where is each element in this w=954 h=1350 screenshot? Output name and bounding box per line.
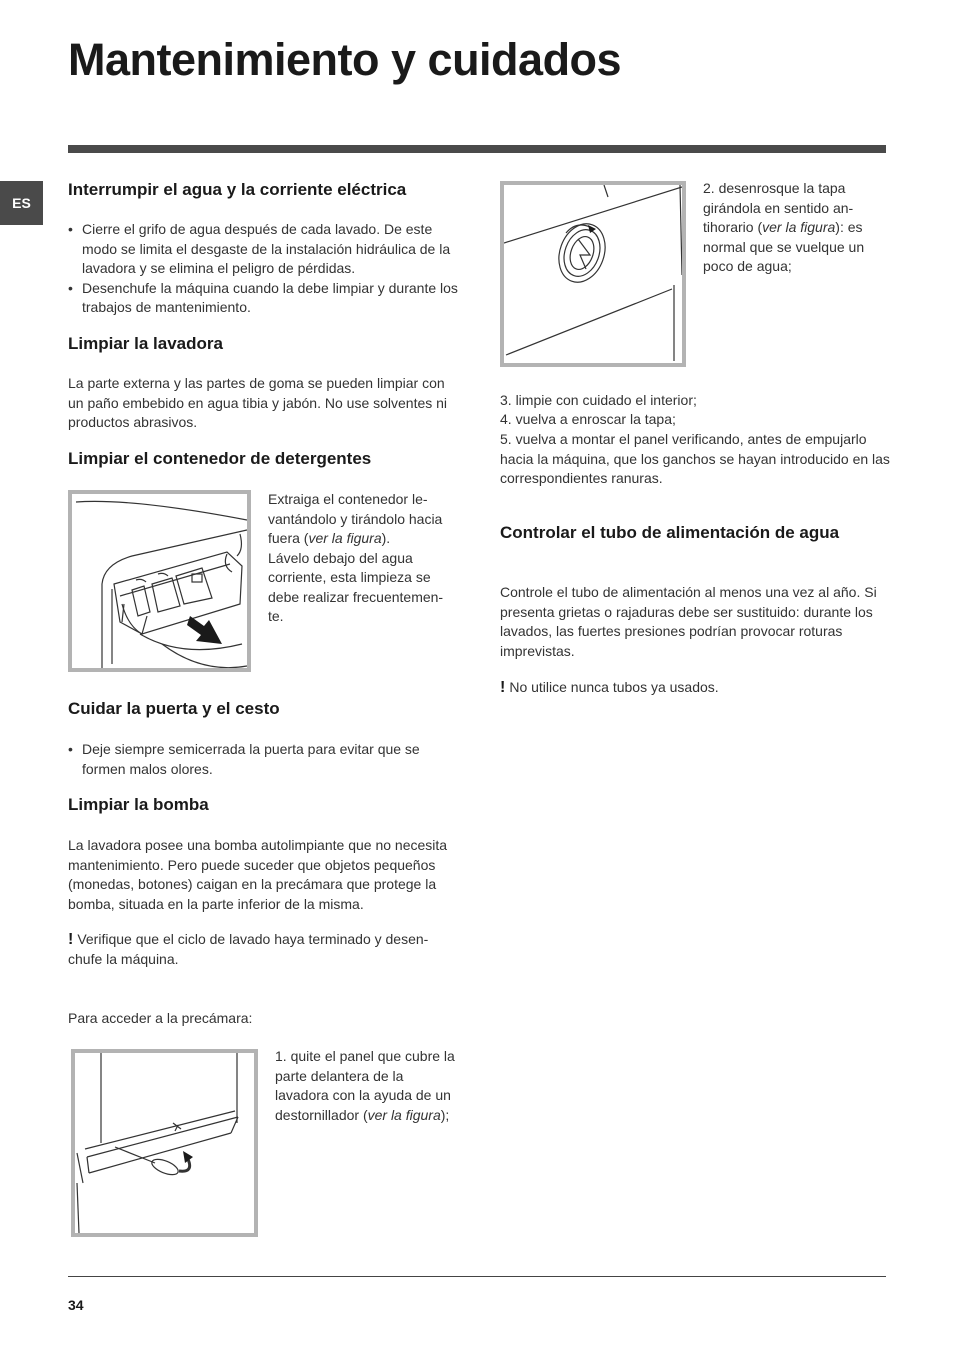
pump-cap-figure [500, 181, 686, 367]
pump-step-1: 1. quite el panel que cubre la parte delantera de la lavadora con la ayuda de un destornillador (ver la figura); [275, 1048, 455, 1123]
page-title: Mantenimiento y cuidados [68, 34, 622, 85]
footer-rule [68, 1276, 886, 1277]
water-hose-warning: ! No utilice nunca tubos ya usados. [500, 679, 719, 696]
precamera-access-text: Para acceder a la precámara: [68, 1010, 253, 1026]
pump-step-2: 2. desenrosque la tapa girándola en sentido an-tihorario (ver la figura): es normal que se vuelque un poco de agua; [703, 180, 865, 274]
language-tab: ES [0, 181, 43, 225]
pump-cap-illustration [504, 185, 682, 363]
pump-step-3: 3. limpie con cuidado el interior; [500, 392, 697, 408]
door-bullet-list [68, 740, 458, 779]
warning-icon: ! [500, 679, 506, 696]
heading-clean-pump: Limpiar la bomba [68, 795, 209, 814]
detergent-drawer-text: Extraiga el contenedor le-vantándolo y tirándolo hacia fuera (ver la figura). Lávelo debajo del agua corriente, esta limpieza se debe realizar frecuentemen-te. [268, 491, 444, 624]
list-item: • Desenchufe la máquina cuando la debe limpiar y durante los trabajos de mantenimiento. [68, 279, 458, 318]
panel-removal-illustration [75, 1053, 254, 1233]
heading-water-hose: Controlar el tubo de alimentación de agua [500, 523, 840, 542]
clean-washer-text: La parte externa y las partes de goma se pueden limpiar con un paño embebido en agua tibia y jabón. No use solventes ni productos abrasivos. [68, 375, 448, 430]
list-item: • Deje siempre semicerrada la puerta para evitar que se formen malos olores. [68, 740, 458, 779]
detergent-drawer-illustration [72, 494, 247, 668]
list-item: • Cierre el grifo de agua después de cada lavado. De este modo se limita el desgaste de la instalación hidráulica de la lavadora y se elimina el peligro de pérdidas. [68, 220, 458, 279]
heading-detergent-drawer: Limpiar el contenedor de detergentes [68, 449, 372, 468]
heading-door-drum: Cuidar la puerta y el cesto [68, 699, 280, 718]
warning-icon: ! [68, 931, 74, 948]
detergent-drawer-figure [68, 490, 251, 672]
pump-text: La lavadora posee una bomba autolimpiante que no necesita mantenimiento. Pero puede suceder que objetos pequeños (monedas, botones) caigan en la precámara que protege la bomba, situada en la parte inferior de la misma. [68, 837, 448, 912]
heading-water-power: Interrumpir el agua y la corriente eléctrica [68, 180, 407, 199]
panel-removal-figure [71, 1049, 258, 1237]
pump-warning: ! Verifique que el ciclo de lavado haya terminado y desen-chufe la máquina. [68, 931, 429, 967]
header-rule [68, 145, 886, 153]
pump-step-4: 4. vuelva a enroscar la tapa; [500, 411, 676, 427]
water-hose-text: Controle el tubo de alimentación al menos una vez al año. Si presenta grietas o rajaduras debe ser sustituido: durante los lavados, las fuertes presiones podrían provocar roturas imprevistas. [500, 584, 877, 659]
heading-clean-washer: Limpiar la lavadora [68, 334, 223, 353]
page-number: 34 [68, 1297, 84, 1313]
water-bullet-list [68, 220, 458, 318]
pump-step-5: 5. vuelva a montar el panel verificando, antes de empujarlo hacia la máquina, que los ganchos se hayan introducido en las correspondientes ranuras. [500, 431, 890, 486]
